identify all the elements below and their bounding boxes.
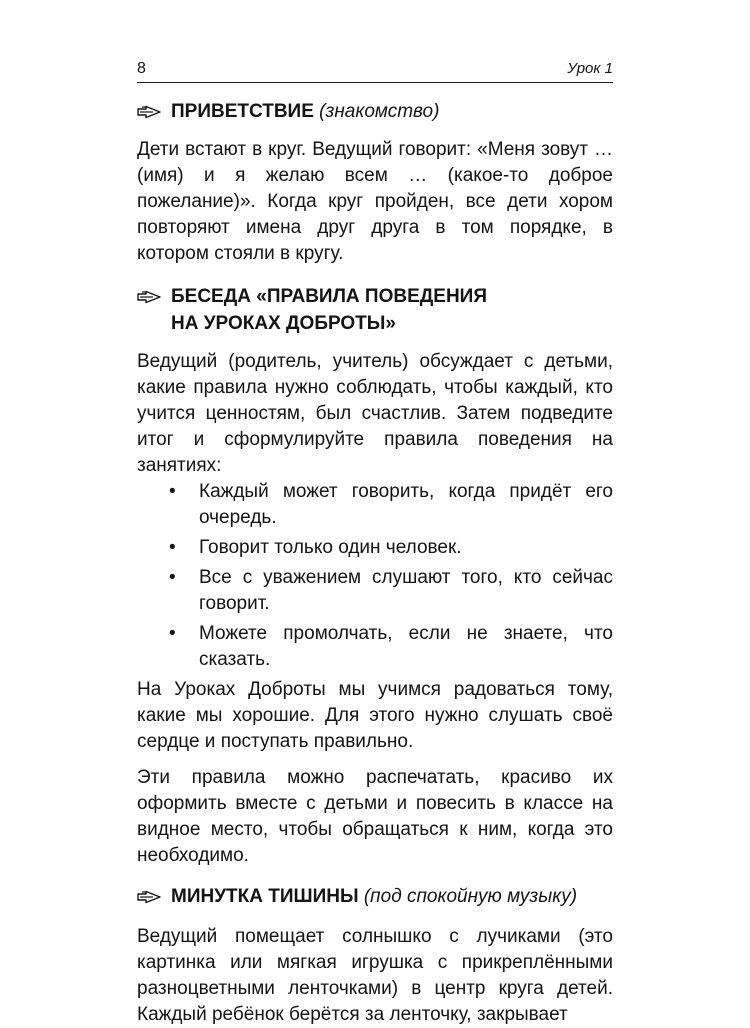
bullet: •	[169, 623, 176, 644]
section-title: ПРИВЕТСТВИЕ	[171, 101, 314, 122]
list-item: • Все с уважением слушают того, кто сейчас говорит.	[169, 567, 613, 614]
pointing-hand-icon	[137, 883, 163, 904]
section-title: МИНУТКА ТИШИНЫ	[171, 886, 359, 907]
pointing-hand-icon	[137, 283, 163, 304]
section-title-line-1: БЕСЕДА «ПРАВИЛА ПОВЕДЕНИЯ	[171, 286, 487, 307]
section-greeting-heading	[137, 98, 613, 125]
list-item: • Можете промолчать, если не знаете, что сказать.	[169, 623, 613, 670]
pointing-hand-icon	[137, 98, 163, 119]
list-item: • Говорит только один человек.	[169, 535, 613, 561]
silence-paragraph: Ведущий помещает солнышко с лучиками (это картинка или мягкая игрушка с прикреплёнными разноцветными ленточками) в центр круга детей. Каждый ребёнок берётся за ленточку, закрывает	[137, 926, 613, 1025]
list-item: • Каждый может говорить, когда придёт его очередь.	[169, 481, 613, 528]
section-title-line-2: НА УРОКАХ ДОБРОТЫ»	[171, 313, 396, 334]
section-note: (под спокойную музыку)	[363, 886, 578, 907]
conversation-intro-paragraph: Ведущий (родитель, учитель) обсуждает с детьми, какие правила нужно соблюдать, чтобы каждый, кто учится ценностям, был счастлив. Затем подведите итог и сформулируйте правила поведения на занятиях:	[137, 351, 613, 476]
page-number: 8	[137, 60, 146, 77]
bullet: •	[169, 537, 176, 558]
bullet: •	[169, 481, 176, 502]
bullet: •	[169, 567, 176, 588]
rules-list	[137, 479, 613, 673]
book-page	[137, 58, 613, 1028]
lesson-label: Урок 1	[567, 60, 613, 77]
print-rules-paragraph: Эти правила можно распечатать, красиво их оформить вместе с детьми и повесить в классе на видное место, чтобы обращаться к ним, когда это необходимо.	[137, 767, 613, 866]
kindness-paragraph: На Уроках Доброты мы учимся радоваться тому, какие мы хорошие. Для этого нужно слушать своё сердце и поступать правильно.	[137, 679, 613, 752]
running-header	[137, 58, 613, 83]
section-silence-heading	[137, 883, 613, 910]
section-note: (знакомство)	[319, 101, 440, 122]
section-conversation-heading	[137, 283, 613, 337]
greeting-paragraph: Дети встают в круг. Ведущий говорит: «Меня зовут … (имя) и я желаю всем … (какое-то доброе пожелание)». Когда круг пройден, все дети хором повторяют имена друг друга в том порядке, в котором стояли в кругу.	[137, 139, 613, 264]
